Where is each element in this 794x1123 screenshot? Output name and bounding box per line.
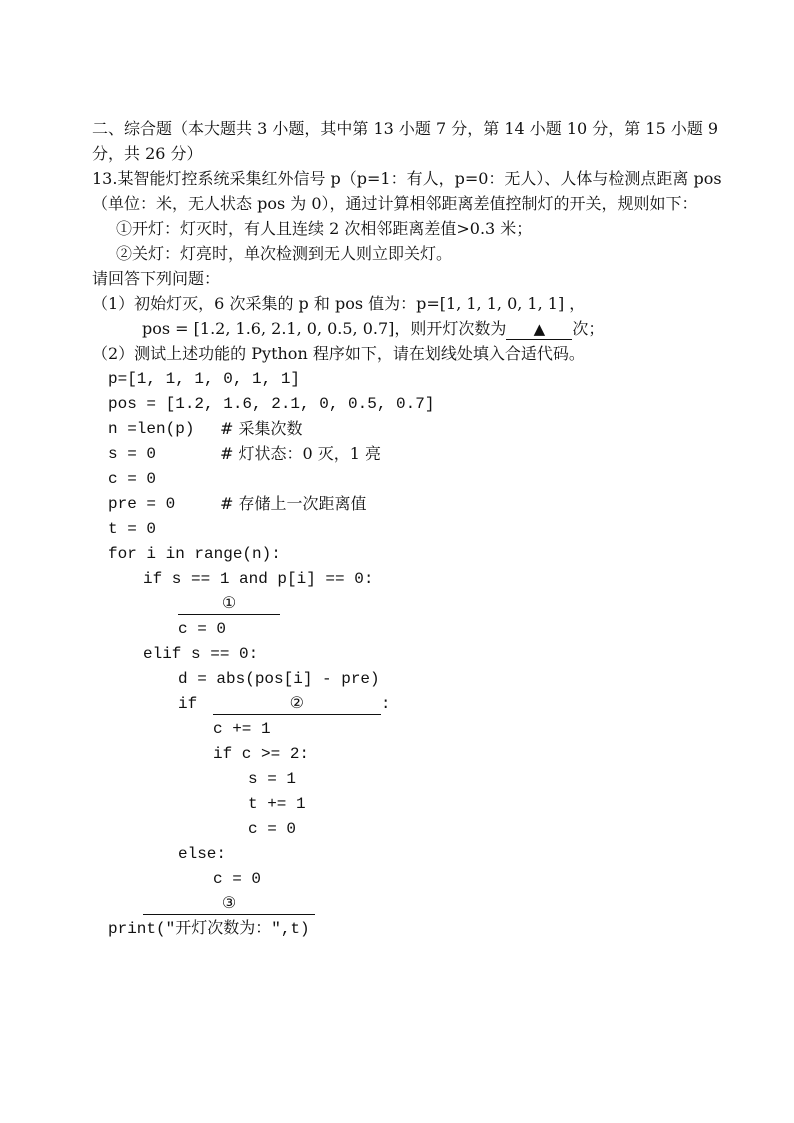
code-blank-line	[143, 893, 315, 915]
code-comment: # 存储上一次距离值	[220, 494, 367, 513]
code-blank-3[interactable]	[143, 894, 315, 915]
code-line: c = 0	[178, 620, 227, 638]
part1-unit: 次；	[572, 319, 605, 338]
code-line: print("开灯次数为：",t)	[108, 920, 310, 938]
code-line: pos = [1.2, 1.6, 2.1, 0, 0.5, 0.7]	[108, 395, 435, 413]
code-if-blank-line	[178, 693, 390, 715]
code-blank-2[interactable]	[213, 694, 381, 715]
blank-label: ①	[221, 595, 237, 613]
question-stem-line1: 13.某智能灯控系统采集红外信号 p（p=1：有人，p=0：无人）、人体与检测点距离 pos	[92, 169, 722, 188]
blank-label: ②	[289, 695, 304, 713]
code-comment: # 采集次数	[220, 419, 303, 438]
code-line: p=[1, 1, 1, 0, 1, 1]	[108, 370, 301, 388]
code-line: for i in range(n):	[108, 545, 281, 563]
question-stem-line2: （单位：米，无人状态 pos 为 0），通过计算相邻距离差值控制灯的开关，规则如下：	[92, 194, 698, 213]
code-line: t += 1	[248, 795, 306, 813]
colon: :	[380, 695, 391, 713]
code-line: t = 0	[108, 520, 157, 538]
code-line: d = abs(pos[i] - pre)	[178, 670, 380, 688]
triangle-marker: ▲	[533, 320, 546, 338]
code-line: else:	[178, 845, 227, 863]
code-line: pre = 0	[108, 495, 176, 513]
code-line: c = 0	[248, 820, 297, 838]
code-line: c += 1	[213, 720, 271, 738]
section-title-line2: 分，共 26 分）	[92, 144, 203, 163]
code-line: s = 0	[108, 445, 157, 463]
code-line: c = 0	[213, 870, 262, 888]
answer-prompt: 请回答下列问题：	[92, 269, 221, 288]
code-blank-1[interactable]	[178, 594, 280, 615]
code-comment: # 灯状态：0 灭，1 亮	[220, 444, 382, 463]
part1-line2	[142, 318, 604, 340]
part1-text: pos = [1.2, 1.6, 2.1, 0, 0.5, 0.7]，则开灯次数为	[142, 319, 507, 338]
blank-label: ③	[221, 895, 237, 913]
code-line: s = 1	[248, 770, 297, 788]
if-keyword: if	[178, 695, 198, 713]
answer-blank-1[interactable]	[506, 319, 572, 340]
code-line: c = 0	[108, 470, 157, 488]
code-line: if s == 1 and p[i] == 0:	[143, 570, 374, 588]
rule-turn-on: ①开灯：灯灭时，有人且连续 2 次相邻距离差值>0.3 米；	[116, 219, 533, 238]
part1-line1: （1）初始灯灭，6 次采集的 p 和 pos 值为：p=[1, 1, 1, 0, 1, 1] ，	[92, 294, 586, 313]
code-line: if c >= 2:	[213, 745, 310, 763]
section-title-line1: 二、综合题（本大题共 3 小题，其中第 13 小题 7 分，第 14 小题 10 分，第 15 小题 9	[92, 119, 719, 138]
code-line: n =len(p)	[108, 420, 195, 438]
rule-turn-off: ②关灯：灯亮时，单次检测到无人则立即关灯。	[116, 244, 453, 263]
code-blank-line	[178, 593, 280, 615]
code-line: elif s == 0:	[143, 645, 259, 663]
part2-instruction: （2）测试上述功能的 Python 程序如下，请在划线处填入合适代码。	[92, 344, 585, 363]
